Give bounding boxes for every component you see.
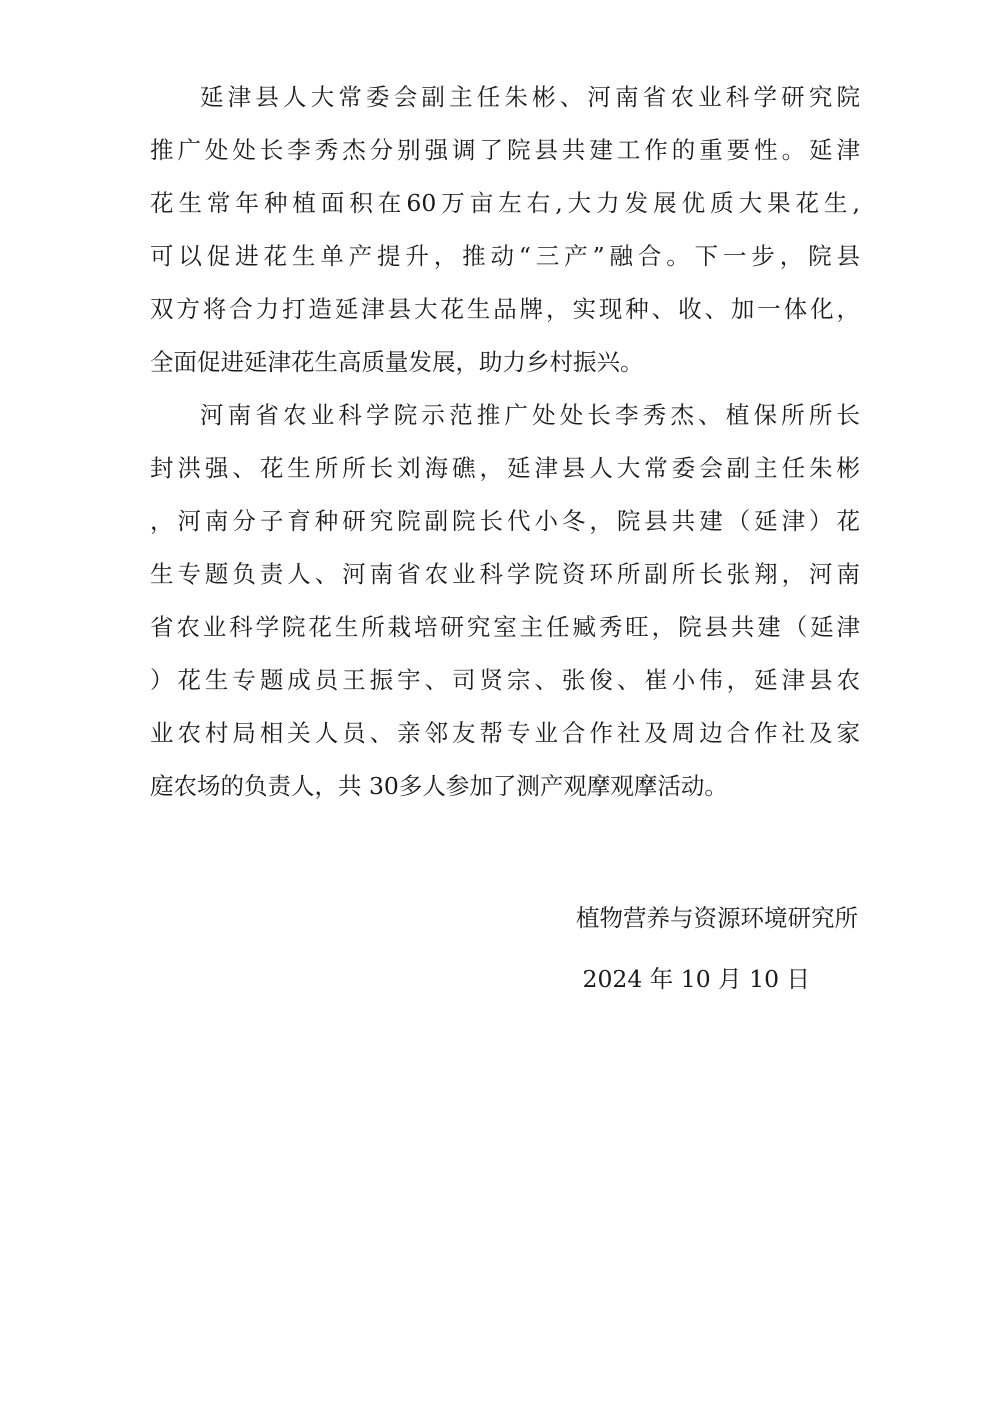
paragraph-1-line-1: 延津县人大常委会副主任朱彬、河南省农业科学研究院 [200,83,860,111]
paragraph-2-line-2: 封洪强、花生所所长刘海礁，延津县人大常委会副主任朱彬 [150,454,860,482]
paragraph-2-line-4: 生专题负责人、河南省农业科学院资环所副所长张翔，河南 [150,560,860,588]
paragraph-2-line-8: 庭农场的负责人，共 30多人参加了测产观摩观摩活动。 [150,772,728,800]
signature-organization: 植物营养与资源环境研究所 [576,904,858,932]
paragraph-1-line-5: 双方将合力打造延津县大花生品牌，实现种、收、加一体化， [150,295,860,323]
paragraph-1-line-4: 可以促进花生单产提升，推动“三产”融合。下一步，院县 [150,242,860,270]
paragraph-1-line-3: 花生常年种植面积在60万亩左右,大力发展优质大果花生, [150,189,860,217]
paragraph-2-line-5: 省农业科学院花生所栽培研究室主任臧秀旺，院县共建（延津 [150,613,860,641]
signature-date: 2024 年 10 月 10 日 [582,965,810,993]
paragraph-2-line-7: 业农村局相关人员、亲邻友帮专业合作社及周边合作社及家 [150,719,860,747]
paragraph-2-line-3: ，河南分子育种研究院副院长代小冬，院县共建（延津）花 [150,507,860,535]
paragraph-2-line-6: ）花生专题成员王振宇、司贤宗、张俊、崔小伟，延津县农 [150,666,860,694]
paragraph-1-line-2: 推广处处长李秀杰分别强调了院县共建工作的重要性。延津 [150,136,860,164]
paragraph-2-line-1: 河南省农业科学院示范推广处处长李秀杰、植保所所长 [200,401,860,429]
paragraph-1-line-6: 全面促进延津花生高质量发展，助力乡村振兴。 [150,348,644,376]
